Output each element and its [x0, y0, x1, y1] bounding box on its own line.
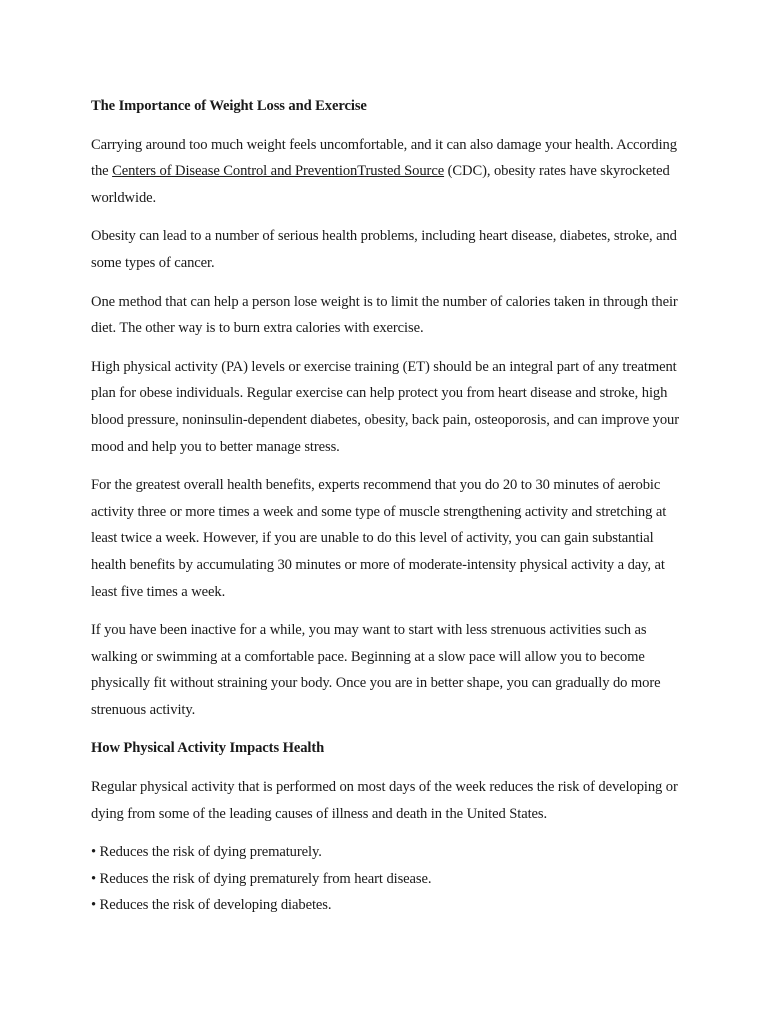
list-item: • Reduces the risk of dying prematurely.	[91, 844, 322, 861]
paragraph-weight-methods: One method that can help a person lose weight is to limit the number of calories taken in through their diet. The other way is to burn extra calories with exercise.	[91, 293, 678, 337]
paragraph-physical-activity: High physical activity (PA) levels or exercise training (ET) should be an integral part of any treatment plan for obese individuals. Regular exercise can help protect you from heart disease and stroke, high blood pressure, noninsulin-dependent diabetes, obesity, back pain, osteoporosis, and can improve your mood and help you to better manage stress.	[91, 358, 679, 455]
paragraph-getting-started: If you have been inactive for a while, you may want to start with less strenuous activities such as walking or swimming at a comfortable pace. Beginning at a slow pace will allow you to become physically fit without straining your body. Once you are in better shape, you can gradually do more strenuous activity.	[91, 622, 661, 718]
section-heading-health-impacts: How Physical Activity Impacts Health	[91, 740, 325, 757]
paragraph-intro-text-start: Carrying around too much weight feels uncomfortable, and it can also damage your health. According the	[91, 136, 677, 180]
section-heading-weight-loss: The Importance of Weight Loss and Exercise	[91, 98, 367, 114]
list-item: • Reduces the risk of developing diabetes.	[91, 897, 332, 914]
list-item: • Reduces the risk of dying prematurely from heart disease.	[91, 870, 432, 887]
benefits-list	[91, 839, 691, 919]
paragraph-obesity-risks: Obesity can lead to a number of serious health problems, including heart disease, diabetes, stroke, and some types of cancer.	[91, 228, 677, 271]
cdc-source-link[interactable]: Centers of Disease Control and PreventionTrusted Source	[112, 163, 445, 180]
paragraph-health-impacts: Regular physical activity that is performed on most days of the week reduces the risk of developing or dying from some of the leading causes of illness and death in the United States.	[91, 779, 678, 822]
paragraph-intro	[91, 132, 691, 212]
paragraph-intro-text-end: (CDC), obesity rates have skyrocketed worldwide.	[91, 163, 670, 206]
paragraph-recommendations: For the greatest overall health benefits, experts recommend that you do 20 to 30 minutes of aerobic activity three or more times a week and some type of muscle strengthening activity and stretching at least twice a week. However, if you are unable to do this level of activity, you can gain substantial health benefits by accumulating 30 minutes or more of moderate-intensity physical activity a day, at least five times a week.	[91, 477, 667, 600]
document-page	[91, 93, 691, 919]
